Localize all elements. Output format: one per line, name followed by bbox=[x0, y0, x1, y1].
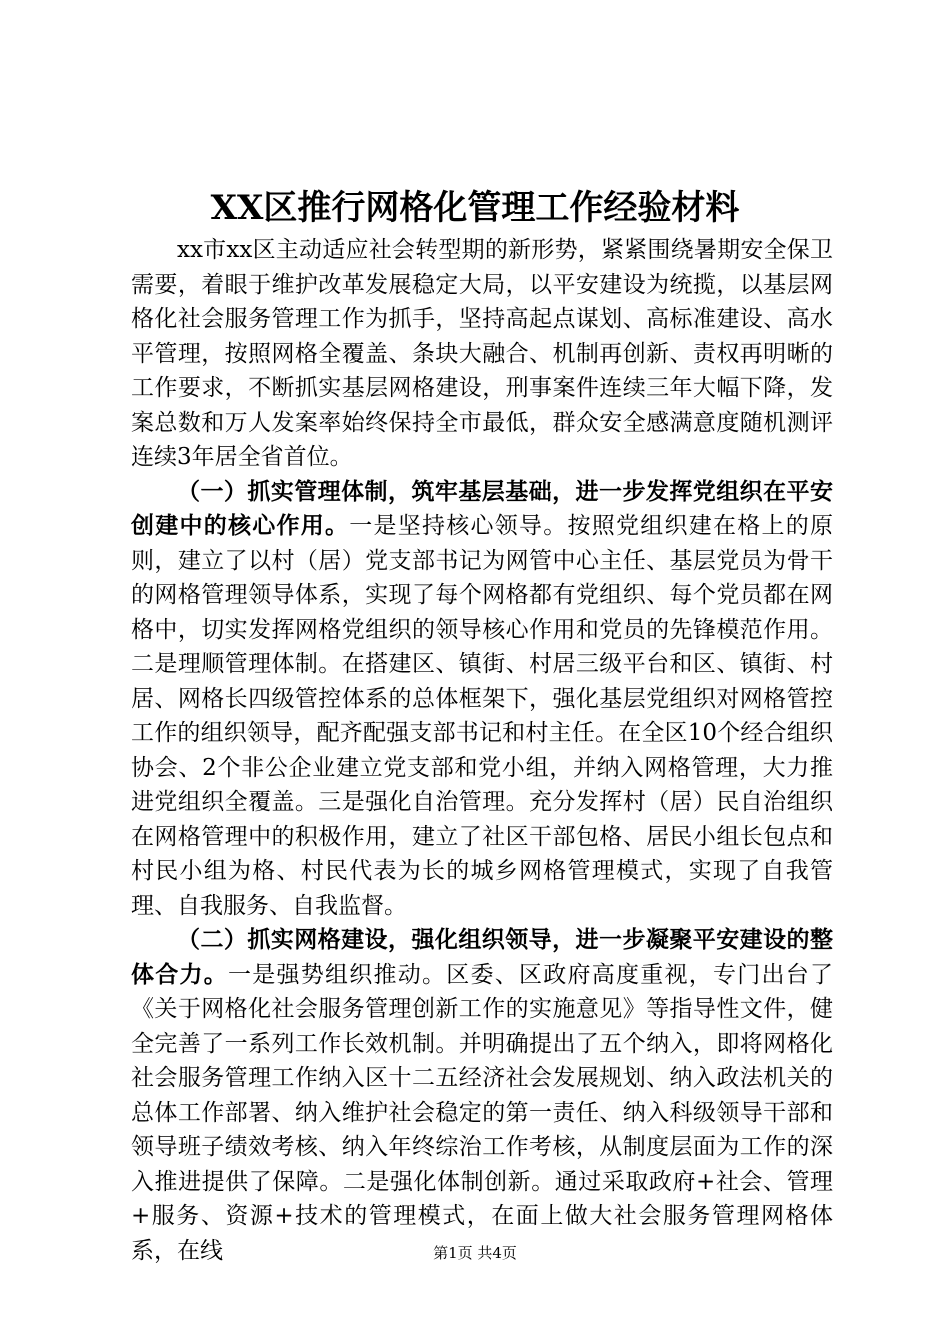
paragraph-lead: （二）抓实网格建设，强化组织领导，进一步凝聚平安建设的整体合力。 bbox=[131, 926, 833, 988]
document-title: XX区推行网格化管理工作经验材料 bbox=[210, 188, 740, 228]
paragraph-lead: （一）抓实管理体制，筑牢基层基础，进一步发挥党组织在平安创建中的核心作用。 bbox=[131, 477, 833, 539]
page-number-footer: 第1页 共4页 bbox=[433, 1244, 517, 1262]
document-body bbox=[131, 233, 833, 1268]
paragraph-text: xx市xx区主动适应社会转型期的新形势，紧紧围绕暑期安全保卫需要，着眼于维护改革发展稳定大局，以平安建设为统揽，以基层网格化社会服务管理工作为抓手，坚持高起点谋划、高标准建设、高水平管理，按照网格全覆盖、条块大融合、机制再创新、责权再明晰的工作要求，不断抓实基层网格建设，刑事案件连续三年大幅下降，发案总数和万人发案率始终保持全市最低，群众安全感满意度随机测评连续3年居全省首位。 bbox=[131, 237, 833, 470]
paragraph-text: 一是强势组织推动。区委、区政府高度重视，专门出台了《关于网格化社会服务管理创新工作的实施意见》等指导性文件，健全完善了一系列工作长效机制。并明确提出了五个纳入，即将网格化社会服务管理工作纳入区十二五经济社会发展规划、纳入政法机关的总体工作部署、纳入维护社会稳定的第一责任、纳入科级领导干部和领导班子绩效考核、纳入年终综治工作考核，从制度层面为工作的深入推进提供了保障。二是强化体制创新。通过采取政府+社会、管理+服务、资源+技术的管理模式，在面上做大社会服务管理网格体系，在线 bbox=[131, 961, 833, 1264]
paragraph-text: 一是坚持核心领导。按照党组织建在格上的原则，建立了以村（居）党支部书记为网管中心主任、基层党员为骨干的网格管理领导体系，实现了每个网格都有党组织、每个党员都在网格中，切实发挥网格党组织的领导核心作用和党员的先锋模范作用。二是理顺管理体制。在搭建区、镇街、村居三级平台和区、镇街、村居、网格长四级管控体系的总体框架下，强化基层党组织对网格管控工作的组织领导，配齐配强支部书记和村主任。在全区10个经合组织协会、2个非公企业建立党支部和党小组，并纳入网格管理，大力推进党组织全覆盖。三是强化自治管理。充分发挥村（居）民自治组织在网格管理中的积极作用，建立了社区干部包格、居民小组长包点和村民小组为格、村民代表为长的城乡网格管理模式，实现了自我管理、自我服务、自我监督。 bbox=[131, 513, 833, 919]
paragraph-section-1 bbox=[131, 475, 833, 924]
paragraph-intro bbox=[131, 233, 833, 475]
paragraph-section-2 bbox=[131, 923, 833, 1268]
